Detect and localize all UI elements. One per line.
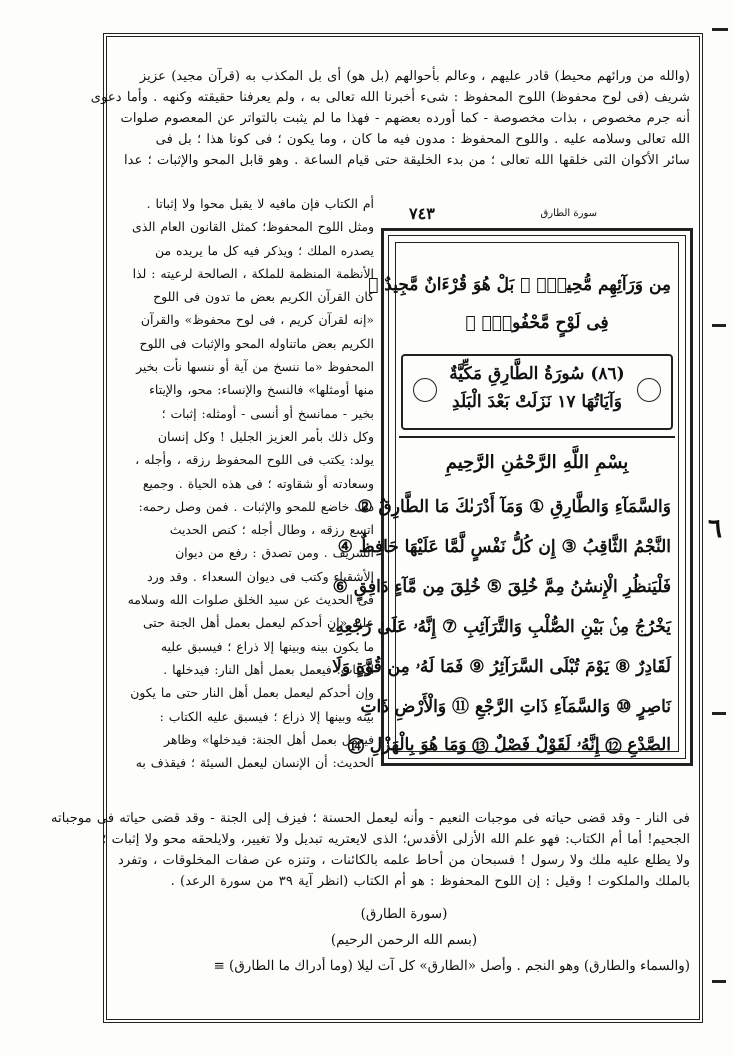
- quran-line: يَخْرُجُ مِنۢ بَيْنِ الصُّلْبِ وَالتَّرَآئِبِ ⑦ إِنَّهُۥ عَلَىٰ رَجْعِهِۦ: [328, 617, 671, 637]
- text-line: الجحيم! أما أم الكتاب: فهو علم الله الأزلى الأقدس؛ الذى لايعتريه تبديل ولا تغيير، ولايلحقه محو ولا إثبات ؛: [102, 832, 690, 847]
- text-line: الشريف . ومن تصدق : رفع من ديوان: [175, 545, 374, 561]
- text-line: الكريم بعض ماتناوله المحو والإثبات فى اللوح: [139, 335, 374, 351]
- mushaf-page-number: ٧٤٣: [409, 204, 435, 223]
- text-line: كان القرآن الكريم بعض ما تدون فى اللوح: [153, 289, 374, 305]
- text-line: وكل ذلك بأمر العزيز الجليل ! وكل إنسان: [157, 428, 374, 444]
- text-line: منها أومثلها» فالنسخ والإنساء: محو، والإيتاء: [149, 382, 374, 398]
- text-line: الكتاب: فيعمل بعمل أهل النار: فيدخلها .: [163, 661, 374, 677]
- quran-frame-inner: [328, 235, 686, 759]
- text-line: وإن أحدكم ليعمل بعمل أهل النار حتى ما يكون: [130, 685, 374, 701]
- text-line: ومثل اللوح المحفوظ؛ كمثل القانون العام الذى: [132, 219, 374, 235]
- text-line: الأنظمة المنظمة للملكة ، الصالحة لرعيته : لذا: [132, 265, 374, 281]
- margin-tick: [712, 324, 726, 327]
- text-line: فى الحديث عن سيد الخلق صلوات الله وسلامه: [127, 592, 374, 608]
- commentary-top: [90, 66, 690, 171]
- basmala-line: (بسم الله الرحمن الرحيم): [330, 932, 478, 948]
- sura-title: (سورة الطارق): [360, 906, 448, 922]
- text-line: أنه جرم مخصوص ، بذات مخصوصة - كما أورده بعضهم - فهذا ما لم يثبت بالتواتر عن المعصوم صلوات: [120, 111, 690, 126]
- text-line: يولد: يكتب فى اللوح المحفوظ رزقه ، وأجله ،: [135, 452, 374, 468]
- sura-banner-subtitle: وَآيَاتُهَا ١٧ نَزَلَتْ بَعْدَ الْبَلَدِ: [452, 392, 622, 412]
- text-line: اتسع رزقه ، وطال أجله ؛ كنص الحديث: [169, 522, 374, 538]
- text-line: بخير - ممانسخ أو أنسى - أومثله: إثبات ؛: [161, 405, 374, 421]
- margin-tick: [712, 712, 726, 715]
- text-line: عليه «إن أحدكم ليعمل بعمل أهل الجنة حتى: [142, 615, 374, 631]
- text-line: الأشقياء وكتب فى ديوان السعداء . وقد ورد: [147, 568, 374, 584]
- margin-mark: ٦: [708, 514, 722, 544]
- text-line: شريف (فى لوح محفوظ) اللوح المحفوظ : شىء أخبرنا الله تعالى به ، ولم يعرفنا حقيقته وكنهه . وأما دعوى: [90, 90, 690, 105]
- text-line: فيعمل بعمل أهل الجنة: فيدخلها» وظاهر: [164, 731, 374, 747]
- quran-line: فَلْيَنظُرِ الْإِنسَٰنُ مِمَّ خُلِقَ ⑤ خُلِقَ مِن مَّآءٍ دَافِقٍ ⑥: [332, 577, 671, 597]
- text-line: «إنه لقرآن كريم ، فى لوح محفوظ» والقرآن: [140, 312, 374, 328]
- commentary-last-line: (والسماء والطارق) وهو النجم . وأصل «الطارق» كل آت ليلا (وما أدراك ما الطارق) ≡: [213, 958, 690, 974]
- quran-line: مِن وَرَآئِهِم مُّحِيطُۢ ⑳ بَلْ هُوَ قُرْءَانٌ مَّجِيدٌ ㉑: [368, 275, 671, 295]
- quran-line: فِى لَوْحٍ مَّحْفُوظٍۭ ㉒: [465, 313, 609, 333]
- text-line: وسعادته أو شقاوته ؛ فى هذه الحياة . وجميع: [142, 475, 374, 491]
- text-line: ما يكون بينه وبينها إلا ذراع ؛ فيسبق عليه: [160, 638, 374, 654]
- mushaf-header: [381, 206, 693, 224]
- text-line: سائر الأكوان التى خلقها الله تعالى ؛ من بدء الخليقة حتى قيام الساعة . وهو قابل المحو والإثبات ؛ عدا: [124, 153, 690, 168]
- margin-tick: [712, 28, 728, 31]
- text-line: بينه وبينها إلا ذراع ؛ فيسبق عليه الكتاب :: [159, 708, 374, 724]
- quran-line: وَالسَّمَآءِ وَالطَّارِقِ ① وَمَآ أَدْرَىٰكَ مَا الطَّارِقُ ②: [357, 497, 671, 517]
- quran-line: لَقَادِرٌ ⑧ يَوْمَ تُبْلَى السَّرَآئِرُ ⑨ فَمَا لَهُۥ مِن قُوَّةٍ وَلَا: [332, 657, 671, 677]
- divider: [399, 436, 675, 438]
- commentary-bottom: [50, 808, 690, 892]
- sura-banner: [401, 354, 673, 430]
- quran-basmala: بِسْمِ اللَّهِ الرَّحْمَٰنِ الرَّحِيمِ: [445, 452, 629, 473]
- text-line: الله تعالى وسلامه عليه . واللوح المحفوظ : مدون فيه ما كان ، وما يكون ؛ فى كونا هذا ؛ بل فى: [155, 132, 690, 147]
- text-line: فى النار - وقد قضى حياته فى موجبات النعيم - وأنه ليعمل الحسنة ؛ فيزف إلى الجنة - وقد قضى حياته فى موجباته: [50, 811, 690, 826]
- text-line: يصدره الملك ؛ ويذكر فيه كل ما يريده من: [154, 242, 374, 258]
- text-line: بالملك والملكوت ! وقيل : إن اللوح المحفوظ : هو أم الكتاب (انظر آية ٣٩ من سورة الرعد) .: [170, 874, 690, 889]
- text-line: أم الكتاب فإن مافيه لا يقبل محوا ولا إثباتا .: [146, 196, 374, 211]
- text-line: ذلك خاضع للمحو والإثبات . فمن وصل رحمه:: [138, 498, 374, 514]
- quran-frame: [328, 228, 693, 766]
- commentary-side: [118, 192, 374, 774]
- text-line: ولا يطلع عليه ملك ولا رسول ! فسبحان من أحاط علمه بالكائنات ، وتنزه عن صفات المخلوقات ، وتفرد: [118, 853, 690, 868]
- text-line: (والله من ورائهم محيط) قادر عليهم ، وعالم بأحوالهم (بل هو) أى بل المكذب به (قرآن مجيد) عزيز: [139, 69, 690, 84]
- sura-banner-title: (٨٦) سُورَةُ الطَّارِقِ مَكِّيَّةٌ: [449, 364, 625, 384]
- mushaf-sura-name: سورة الطارق: [540, 208, 597, 219]
- margin-tick: [712, 980, 726, 983]
- text-line: المحفوظ «ما ننسخ من آية أو ننسها نأت بخير: [136, 359, 374, 375]
- quran-line: نَاصِرٍ ⑩ وَالسَّمَآءِ ذَاتِ الرَّجْعِ ⑪ وَالْأَرْضِ ذَاتِ: [360, 697, 671, 717]
- text-line: الحديث: أن الإنسان ليعمل السيئة ؛ فيقذف به: [135, 755, 374, 771]
- quran-line: الصَّدْعِ ⑫ إِنَّهُۥ لَقَوْلٌ فَصْلٌ ⑬ وَمَا هُوَ بِالْهَزْلِ ⑭: [347, 735, 671, 755]
- quran-line: النَّجْمُ الثَّاقِبُ ③ إِن كُلُّ نَفْسٍ لَّمَّا عَلَيْهَا حَافِظٌ ④: [337, 537, 671, 557]
